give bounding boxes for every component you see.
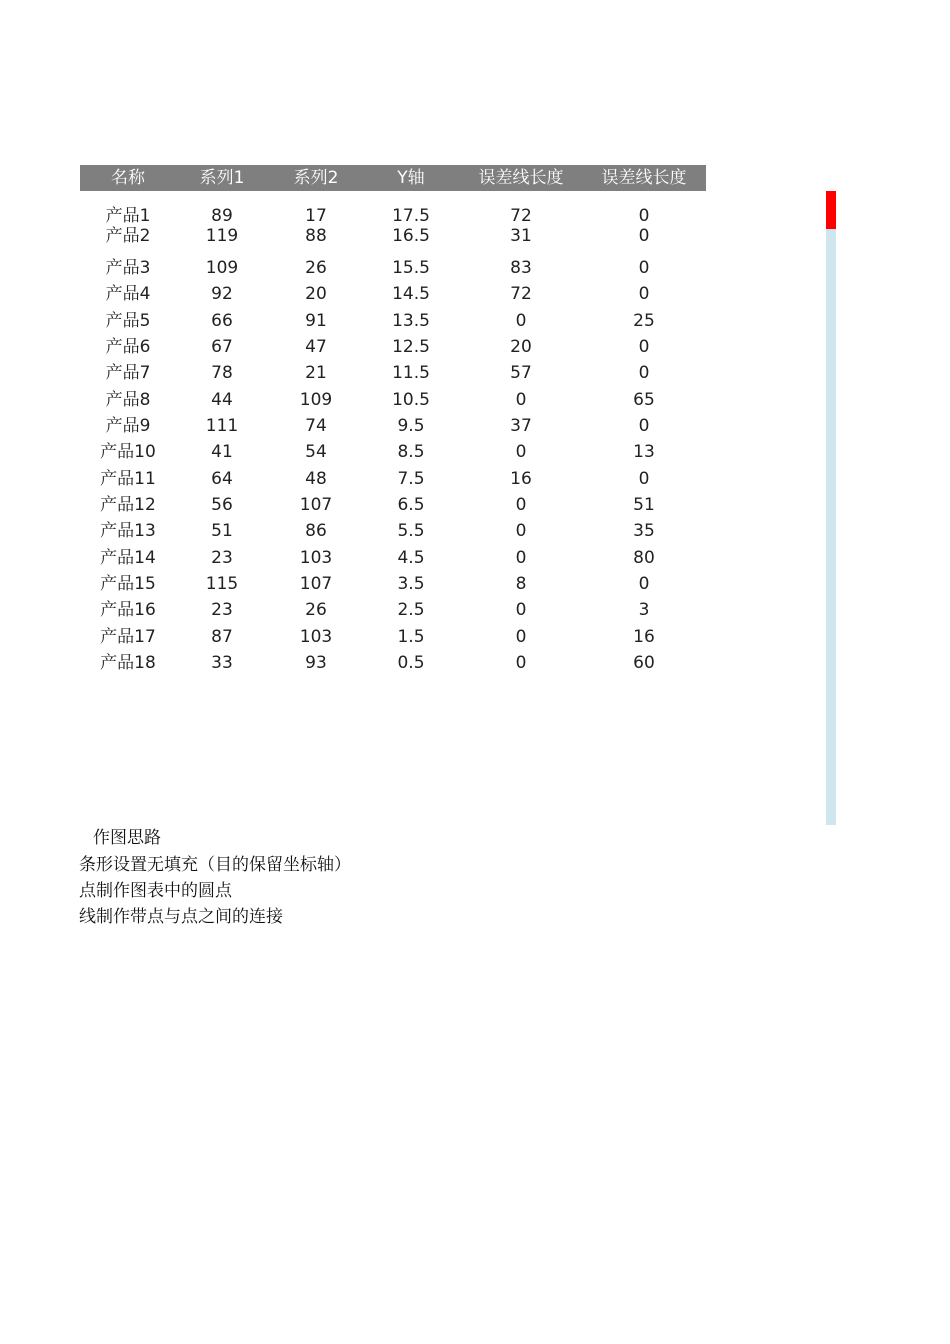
cell-error-bar-length-1[interactable]: 0 — [515, 627, 527, 647]
cell-series1[interactable]: 109 — [205, 258, 239, 278]
notes-line[interactable]: 线制作带点与点之间的连接 — [79, 907, 283, 927]
cell-series2[interactable]: 107 — [299, 574, 333, 594]
cell-series1[interactable]: 23 — [211, 548, 233, 568]
cell-series1[interactable]: 56 — [211, 495, 233, 515]
cell-error-bar-length-2[interactable]: 0 — [638, 469, 650, 489]
cell-series1[interactable]: 44 — [211, 390, 233, 410]
cell-error-bar-length-2[interactable]: 16 — [633, 627, 655, 647]
cell-y-axis[interactable]: 8.5 — [397, 442, 425, 462]
cell-product[interactable]: 产品4 — [105, 284, 151, 304]
cell-series2[interactable]: 103 — [299, 627, 333, 647]
header-series2[interactable]: 系列2 — [293, 168, 339, 188]
cell-error-bar-length-1[interactable]: 0 — [515, 548, 527, 568]
side-bar-accent — [826, 191, 836, 229]
table-row — [80, 521, 706, 543]
cell-error-bar-length-1[interactable]: 57 — [510, 363, 532, 383]
cell-error-bar-length-2[interactable]: 0 — [638, 226, 650, 246]
cell-series1[interactable]: 41 — [211, 442, 233, 462]
cell-error-bar-length-1[interactable]: 0 — [515, 390, 527, 410]
cell-y-axis[interactable]: 6.5 — [397, 495, 425, 515]
cell-product[interactable]: 产品11 — [100, 469, 156, 489]
cell-series1[interactable]: 119 — [205, 226, 239, 246]
cell-error-bar-length-1[interactable]: 83 — [510, 258, 532, 278]
cell-error-bar-length-1[interactable]: 0 — [515, 311, 527, 331]
cell-error-bar-length-2[interactable]: 51 — [633, 495, 655, 515]
cell-series1[interactable]: 115 — [205, 574, 239, 594]
table-row — [80, 416, 706, 438]
table-row — [80, 284, 706, 306]
cell-error-bar-length-1[interactable]: 72 — [510, 206, 532, 226]
cell-product[interactable]: 产品10 — [100, 442, 156, 462]
cell-product[interactable]: 产品13 — [100, 521, 156, 541]
cell-y-axis[interactable]: 1.5 — [397, 627, 425, 647]
cell-y-axis[interactable]: 15.5 — [392, 258, 430, 278]
cell-series2[interactable]: 47 — [305, 337, 327, 357]
cell-series2[interactable]: 88 — [305, 226, 327, 246]
header-name[interactable]: 名称 — [111, 168, 145, 188]
cell-series1[interactable]: 51 — [211, 521, 233, 541]
cell-series2[interactable]: 107 — [299, 495, 333, 515]
cell-series2[interactable]: 54 — [305, 442, 327, 462]
cell-y-axis[interactable]: 3.5 — [397, 574, 425, 594]
cell-error-bar-length-1[interactable]: 8 — [515, 574, 527, 594]
cell-series2[interactable]: 26 — [305, 258, 327, 278]
table-row — [80, 600, 706, 622]
cell-error-bar-length-2[interactable]: 0 — [638, 337, 650, 357]
cell-y-axis[interactable]: 9.5 — [397, 416, 425, 436]
cell-series2[interactable]: 109 — [299, 390, 333, 410]
side-bar — [826, 191, 836, 825]
cell-product[interactable]: 产品18 — [100, 653, 156, 673]
header-error-bar-length-2[interactable]: 误差线长度 — [601, 168, 687, 188]
cell-series2[interactable]: 91 — [305, 311, 327, 331]
cell-error-bar-length-2[interactable]: 3 — [638, 600, 650, 620]
cell-error-bar-length-1[interactable]: 0 — [515, 442, 527, 462]
cell-y-axis[interactable]: 16.5 — [392, 226, 430, 246]
cell-error-bar-length-2[interactable]: 65 — [633, 390, 655, 410]
cell-product[interactable]: 产品2 — [105, 226, 151, 246]
cell-series2[interactable]: 86 — [305, 521, 327, 541]
table-row — [80, 390, 706, 412]
cell-product[interactable]: 产品3 — [105, 258, 151, 278]
cell-series1[interactable]: 23 — [211, 600, 233, 620]
notes-line[interactable]: 条形设置无填充（目的保留坐标轴） — [79, 855, 351, 875]
cell-series2[interactable]: 17 — [305, 206, 327, 226]
table-row — [80, 442, 706, 464]
table-row — [80, 337, 706, 359]
cell-series1[interactable]: 78 — [211, 363, 233, 383]
notes-line[interactable]: 点制作图表中的圆点 — [79, 881, 232, 901]
data-table — [80, 0, 706, 700]
cell-error-bar-length-2[interactable]: 60 — [633, 653, 655, 673]
cell-y-axis[interactable]: 0.5 — [397, 653, 425, 673]
cell-series1[interactable]: 111 — [205, 416, 239, 436]
cell-error-bar-length-2[interactable]: 25 — [633, 311, 655, 331]
cell-series1[interactable]: 92 — [211, 284, 233, 304]
cell-y-axis[interactable]: 2.5 — [397, 600, 425, 620]
cell-error-bar-length-2[interactable]: 13 — [633, 442, 655, 462]
table-row — [80, 226, 706, 248]
notes-title[interactable]: 作图思路 — [93, 828, 161, 848]
cell-error-bar-length-2[interactable]: 0 — [638, 363, 650, 383]
cell-error-bar-length-2[interactable]: 35 — [633, 521, 655, 541]
cell-error-bar-length-1[interactable]: 37 — [510, 416, 532, 436]
table-row — [80, 653, 706, 675]
cell-series2[interactable]: 103 — [299, 548, 333, 568]
cell-y-axis[interactable]: 4.5 — [397, 548, 425, 568]
cell-y-axis[interactable]: 14.5 — [392, 284, 430, 304]
cell-series2[interactable]: 74 — [305, 416, 327, 436]
cell-product[interactable]: 产品14 — [100, 548, 156, 568]
cell-product[interactable]: 产品12 — [100, 495, 156, 515]
table-row — [80, 311, 706, 333]
cell-product[interactable]: 产品15 — [100, 574, 156, 594]
table-row — [80, 363, 706, 385]
table-row — [80, 206, 706, 228]
cell-error-bar-length-1[interactable]: 31 — [510, 226, 532, 246]
cell-series2[interactable]: 93 — [305, 653, 327, 673]
cell-error-bar-length-1[interactable]: 0 — [515, 600, 527, 620]
header-series1[interactable]: 系列1 — [199, 168, 245, 188]
cell-series1[interactable]: 64 — [211, 469, 233, 489]
cell-product[interactable]: 产品1 — [105, 206, 151, 226]
cell-series2[interactable]: 26 — [305, 600, 327, 620]
table-row — [80, 574, 706, 596]
cell-series1[interactable]: 67 — [211, 337, 233, 357]
cell-y-axis[interactable]: 13.5 — [392, 311, 430, 331]
cell-error-bar-length-1[interactable]: 72 — [510, 284, 532, 304]
cell-product[interactable]: 产品16 — [100, 600, 156, 620]
cell-product[interactable]: 产品8 — [105, 390, 151, 410]
cell-product[interactable]: 产品6 — [105, 337, 151, 357]
table-row — [80, 258, 706, 280]
cell-error-bar-length-1[interactable]: 0 — [515, 653, 527, 673]
cell-error-bar-length-2[interactable]: 0 — [638, 416, 650, 436]
cell-series2[interactable]: 48 — [305, 469, 327, 489]
cell-series1[interactable]: 66 — [211, 311, 233, 331]
cell-y-axis[interactable]: 10.5 — [392, 390, 430, 410]
table-row — [80, 627, 706, 649]
cell-series1[interactable]: 87 — [211, 627, 233, 647]
cell-error-bar-length-2[interactable]: 0 — [638, 258, 650, 278]
cell-error-bar-length-2[interactable]: 0 — [638, 206, 650, 226]
cell-series2[interactable]: 21 — [305, 363, 327, 383]
cell-series2[interactable]: 20 — [305, 284, 327, 304]
cell-error-bar-length-2[interactable]: 0 — [638, 284, 650, 304]
cell-product[interactable]: 产品5 — [105, 311, 151, 331]
table-row — [80, 495, 706, 517]
cell-y-axis[interactable]: 12.5 — [392, 337, 430, 357]
cell-error-bar-length-1[interactable]: 16 — [510, 469, 532, 489]
cell-error-bar-length-1[interactable]: 0 — [515, 495, 527, 515]
cell-product[interactable]: 产品9 — [105, 416, 151, 436]
cell-y-axis[interactable]: 17.5 — [392, 206, 430, 226]
cell-error-bar-length-2[interactable]: 0 — [638, 574, 650, 594]
table-row — [80, 548, 706, 570]
cell-series1[interactable]: 89 — [211, 206, 233, 226]
cell-series1[interactable]: 33 — [211, 653, 233, 673]
header-error-bar-length-1[interactable]: 误差线长度 — [478, 168, 564, 188]
cell-product[interactable]: 产品7 — [105, 363, 151, 383]
cell-error-bar-length-1[interactable]: 0 — [515, 521, 527, 541]
cell-y-axis[interactable]: 11.5 — [392, 363, 430, 383]
table-row — [80, 469, 706, 491]
cell-y-axis[interactable]: 5.5 — [397, 521, 425, 541]
cell-y-axis[interactable]: 7.5 — [397, 469, 425, 489]
cell-product[interactable]: 产品17 — [100, 627, 156, 647]
cell-error-bar-length-1[interactable]: 20 — [510, 337, 532, 357]
cell-error-bar-length-2[interactable]: 80 — [633, 548, 655, 568]
header-y-axis[interactable]: Y轴 — [397, 168, 425, 188]
